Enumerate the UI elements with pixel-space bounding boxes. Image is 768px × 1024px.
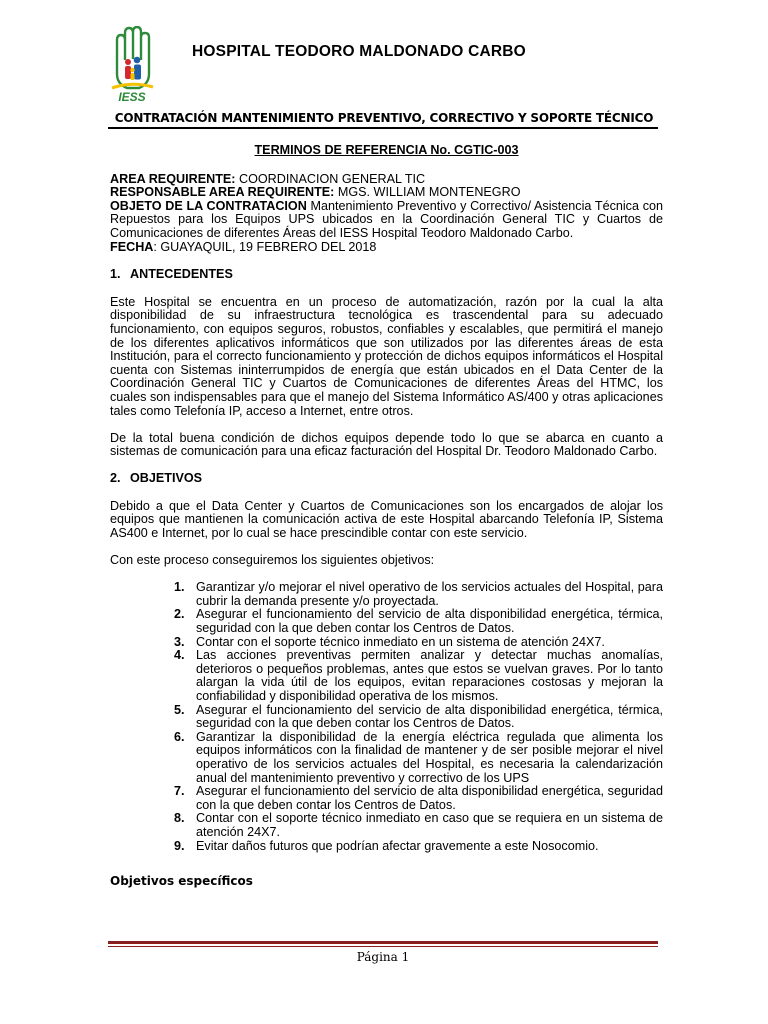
- area-label: AREA REQUIRENTE:: [110, 171, 236, 186]
- list-item: [168, 581, 663, 608]
- section-number: 2.: [110, 471, 121, 486]
- item-text: Evitar daños futuros que podrían afectar gravemente a este Nosocomio.: [196, 838, 599, 853]
- item-number: 1.: [174, 580, 185, 595]
- list-item: [168, 812, 663, 839]
- header-divider: [108, 127, 658, 129]
- section-title: OBJETIVOS: [130, 471, 203, 486]
- item-number: 7.: [174, 784, 185, 799]
- specific-objectives-heading: Objetivos específicos: [110, 874, 253, 889]
- responsible-line: [110, 186, 663, 200]
- footer-divider-thick: [108, 941, 658, 944]
- item-number: 2.: [174, 607, 185, 622]
- list-item: [168, 704, 663, 731]
- item-number: 4.: [174, 648, 185, 663]
- list-item: [168, 785, 663, 812]
- paragraph: De la total buena condición de dichos equipos depende todo lo que se abarca en cuanto a sistemas de comunicación para una eficaz facturación del Hospital Dr. Teodoro Maldonado Carbo.: [110, 430, 663, 459]
- section-number: 1.: [110, 267, 121, 282]
- responsible-value: MGS. WILLIAM MONTENEGRO: [334, 185, 521, 200]
- date-value: : GUAYAQUIL, 19 FEBRERO DEL 2018: [153, 239, 377, 254]
- item-text: Contar con el soporte técnico inmediato en caso que se requiera en un sistema de atención 24X7.: [196, 811, 663, 839]
- section-heading-objetivos: [110, 472, 663, 486]
- item-text: Garantizar y/o mejorar el nivel operativo de los servicios actuales del Hospital, para cubrir la demanda presente y/o proyectada.: [196, 580, 663, 608]
- list-item: [168, 840, 663, 854]
- responsible-label: RESPONSABLE AREA REQUIRENTE:: [110, 185, 335, 200]
- item-number: 8.: [174, 811, 185, 826]
- area-value: COORDINACION GENERAL TIC: [235, 171, 426, 186]
- object-line: [110, 200, 663, 241]
- page-number: Página 1: [356, 950, 410, 964]
- section-heading-antecedentes: [110, 268, 663, 282]
- reference-title: TERMINOS DE REFERENCIA No. CGTIC-003: [254, 143, 519, 157]
- date-line: [110, 241, 663, 255]
- section-title: ANTECEDENTES: [130, 267, 233, 282]
- list-item: [168, 649, 663, 703]
- item-number: 3.: [174, 634, 185, 649]
- list-item: [168, 731, 663, 785]
- paragraph: Con este proceso conseguiremos los siguientes objetivos:: [110, 553, 435, 568]
- item-number: 9.: [174, 838, 185, 853]
- list-item: [168, 636, 663, 650]
- item-number: 6.: [174, 729, 185, 744]
- area-line: [110, 173, 663, 187]
- footer-divider-thin: [108, 946, 658, 947]
- contract-title: CONTRATACIÓN MANTENIMIENTO PREVENTIVO, CORRECTIVO Y SOPORTE TÉCNICO: [114, 111, 654, 125]
- item-text: Asegurar el funcionamiento del servicio de alta disponibilidad energética, térmica, seguridad con la que deben contar los Centros de Datos.: [196, 702, 663, 731]
- item-text: Garantizar la disponibilidad de la energía eléctrica regulada que alimenta los equipos informáticos con la finalidad de mantener y de ser posible mejorar el nivel operativo de los servicios actuales del Hospital, es necesaria la calendarización anual del mantenimiento preventivo y correctivo de los UPS: [196, 729, 663, 785]
- item-text: Asegurar el funcionamiento del servicio de alta disponibilidad energética, seguridad con la que deben contar los Centros de Datos.: [196, 784, 663, 812]
- object-value: Mantenimiento Preventivo y Correctivo/ Asistencia Técnica con Repuestos para los Equipos UPS ubicados en la Coordinación General TIC y Cuartos de Comunicaciones de diferentes Áreas del IESS Hospital Teodoro Maldonado Carbo.: [110, 198, 664, 240]
- hospital-title: HOSPITAL TEODORO MALDONADO CARBO: [192, 43, 526, 60]
- iess-logo: [108, 26, 156, 104]
- paragraph: Debido a que el Data Center y Cuartos de Comunicaciones son los encargados de alojar los equipos que mantienen la comunicación activa de este Hospital abarcando Telefonía IP, Sistema AS400 e Internet, por lo cual se hace prescindible contar con este servicio.: [110, 498, 663, 541]
- item-text: Contar con el soporte técnico inmediato en un sistema de atención 24X7.: [196, 634, 605, 649]
- item-number: 5.: [174, 702, 185, 717]
- document-meta: [110, 173, 663, 255]
- list-item: [168, 608, 663, 635]
- logo-text: IESS: [118, 90, 146, 104]
- paragraph: Este Hospital se encuentra en un proceso de automatización, razón por la cual la alta disponibilidad de su infraestructura tecnológica es trascendental para su adecuado funcionamiento, con equipos seguros, robustos, confiables y escalables, que permitirá el manejo de los diferentes aplicativos informáticos que son utilizados por las diferentes áreas de esta Institución, para el correcto funcionamiento y protección de dichos equipos informáticos el Hospital cuenta con Sistemas ininterrumpidos de energía que están ubicados en el Data Center de la Coordinación General TIC y Cuartos de Comunicaciones de diferentes Áreas del HTMC, los cuales son indispensables para que el manejo del Sistema Informático AS/400 y otras aplicaciones tales como Telefonía IP, acceso a Internet, entre otros.: [110, 294, 663, 418]
- object-label: OBJETO DE LA CONTRATACION: [110, 198, 307, 213]
- date-label: FECHA: [110, 239, 154, 254]
- item-text: Las acciones preventivas permiten analizar y detectar muchas anomalías, deterioros o pequeños problemas, antes que estos se vuelvan graves. Por lo tanto alargan la vida útil de los equipos, evitan reparaciones costosas y mejoran la confiabilidad y disponibilidad operativa de los mismos.: [196, 648, 663, 703]
- objectives-list: [110, 581, 663, 853]
- item-text: Asegurar el funcionamiento del servicio de alta disponibilidad energética, térmica, seguridad con la que deben contar los Centros de Datos.: [196, 607, 663, 636]
- document-body: [110, 140, 663, 889]
